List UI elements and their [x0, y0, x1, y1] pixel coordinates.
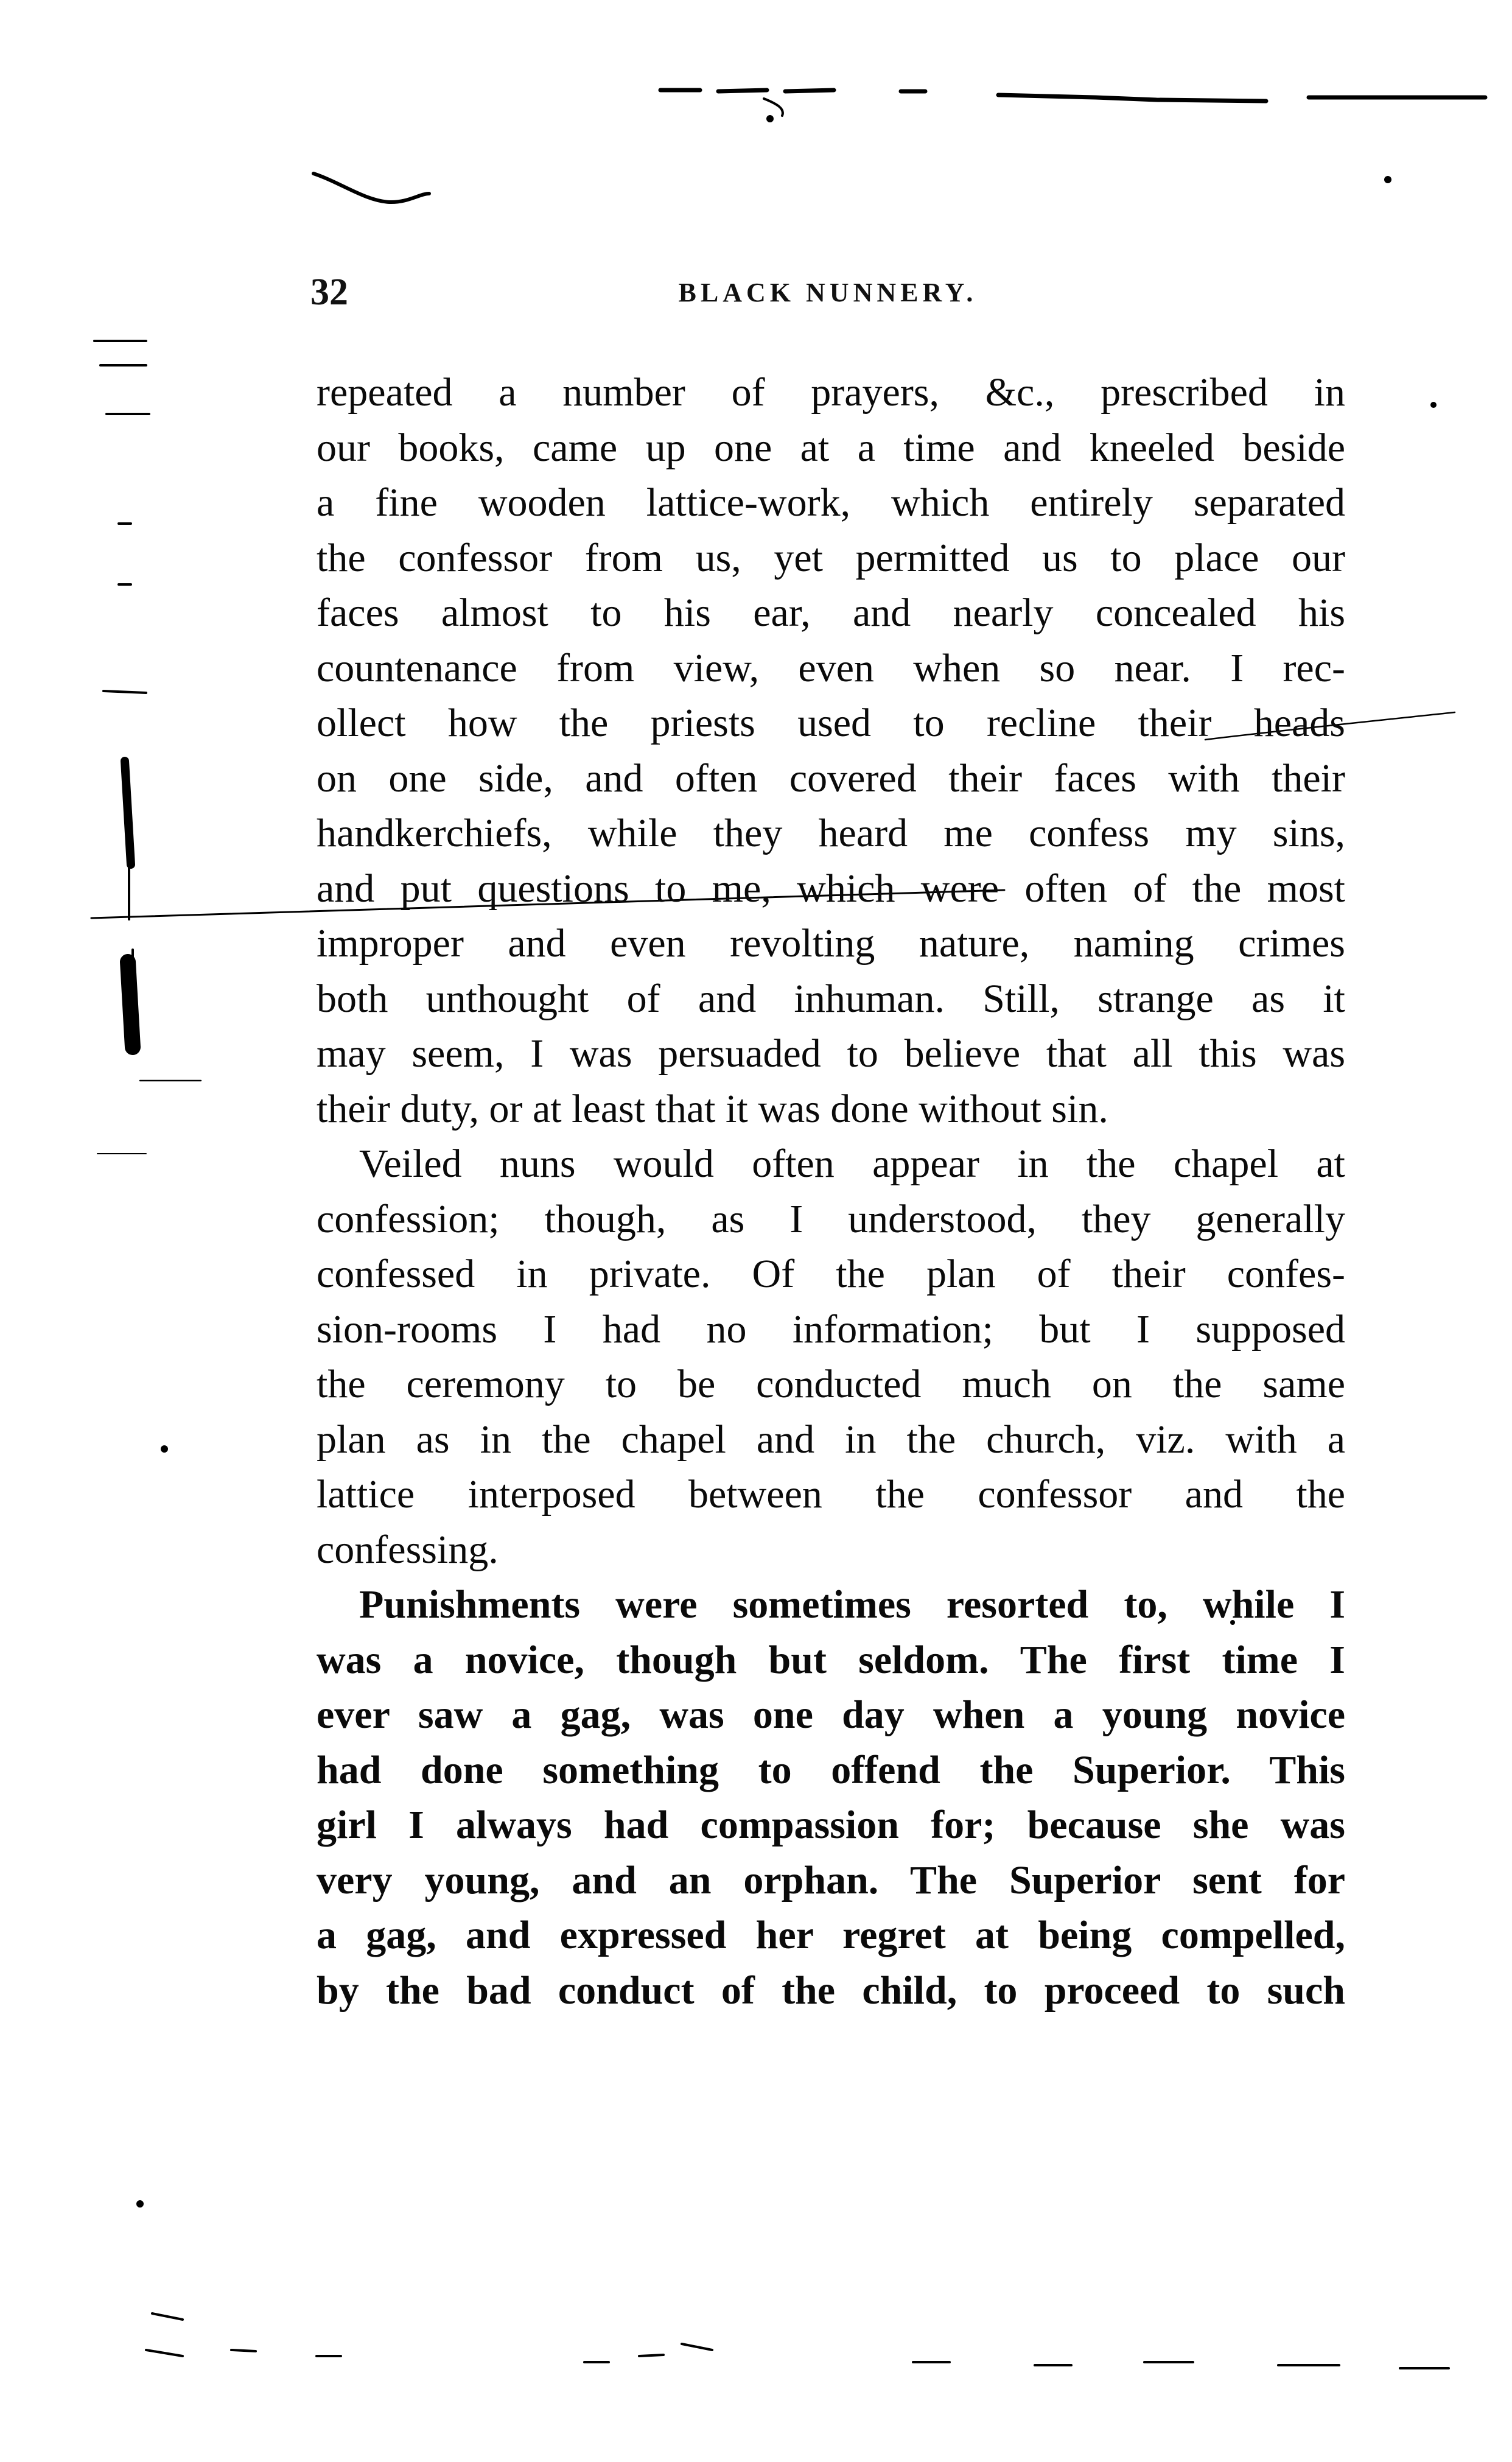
text-line: the ceremony to be conducted much on the same — [317, 1362, 1345, 1406]
text-line: Punishments were sometimes resorted to, while I — [359, 1582, 1345, 1627]
bottom-edge-mark — [146, 2313, 1449, 2368]
text-line: their duty, or at least that it was done without sin. — [317, 1086, 1108, 1131]
text-line: confessed in private. Of the plan of their confes- — [317, 1252, 1345, 1296]
body-text — [317, 365, 1345, 2018]
text-line: lattice interposed between the confessor and the — [317, 1472, 1345, 1517]
text-line: girl I always had compassion for; because she was — [317, 1803, 1345, 1847]
paragraph — [317, 1577, 1345, 2018]
text-line: had done something to offend the Superior. This — [317, 1747, 1345, 1792]
text-line: confessing. — [317, 1527, 499, 1572]
top-swash — [764, 99, 783, 116]
ink-dot — [1430, 402, 1437, 408]
text-line: our books, came up one at a time and kneeled beside — [317, 425, 1345, 470]
text-line: improper and even revolting nature, naming crimes — [317, 921, 1345, 966]
ink-dot — [136, 2200, 144, 2208]
text-line: repeated a number of prayers, &c., prescribed in — [317, 370, 1345, 415]
text-line: very young, and an orphan. The Superior sent for — [317, 1857, 1345, 1903]
running-head: BLACK NUNNERY. — [678, 278, 978, 307]
ink-dot — [766, 115, 774, 122]
text-line: ollect how the priests used to recline their heads — [317, 701, 1345, 745]
text-line: plan as in the chapel and in the church, viz. with a — [317, 1417, 1345, 1462]
text-line: a gag, and expressed her regret at being compelled, — [317, 1913, 1345, 1957]
text-line: the confessor from us, yet permitted us to place our — [317, 535, 1345, 580]
text-line: faces almost to his ear, and nearly concealed his — [317, 591, 1345, 635]
paragraph — [317, 365, 1345, 1137]
text-line: on one side, and often covered their faces with their — [317, 756, 1345, 801]
margin-blot-2 — [125, 761, 131, 865]
text-line: countenance from view, even when so near. I rec- — [317, 645, 1345, 690]
text-line: confession; though, as I understood, they generally — [317, 1196, 1345, 1241]
text-line: sion-rooms I had no information; but I supposed — [317, 1306, 1345, 1352]
text-line: ever saw a gag, was one day when a young novice — [317, 1692, 1345, 1737]
text-line: may seem, I was persuaded to believe that all this was — [317, 1031, 1345, 1076]
ink-dot — [1384, 176, 1391, 183]
page-header — [310, 271, 1345, 320]
text-line: and put questions to me, which were often of the most — [317, 866, 1345, 911]
text-line: both unthought of and inhuman. Still, strange as it — [317, 976, 1345, 1021]
margin-blot — [128, 962, 133, 1047]
margin-marks — [94, 341, 149, 1011]
text-line: was a novice, though but seldom. The first time I — [317, 1637, 1345, 1682]
ink-dot — [161, 1445, 168, 1453]
text-line: Veiled nuns would often appear in the chapel at — [359, 1142, 1345, 1186]
top-edge-curve — [313, 174, 429, 202]
paragraph — [317, 1137, 1345, 1577]
top-edge-mark — [660, 90, 1485, 101]
text-line: handkerchiefs, while they heard me confess my sins, — [317, 811, 1345, 855]
text-line: by the bad conduct of the child, to proceed to such — [317, 1968, 1345, 2013]
text-line: a fine wooden lattice-work, which entirely separated — [317, 480, 1345, 525]
page-number: 32 — [310, 272, 348, 313]
